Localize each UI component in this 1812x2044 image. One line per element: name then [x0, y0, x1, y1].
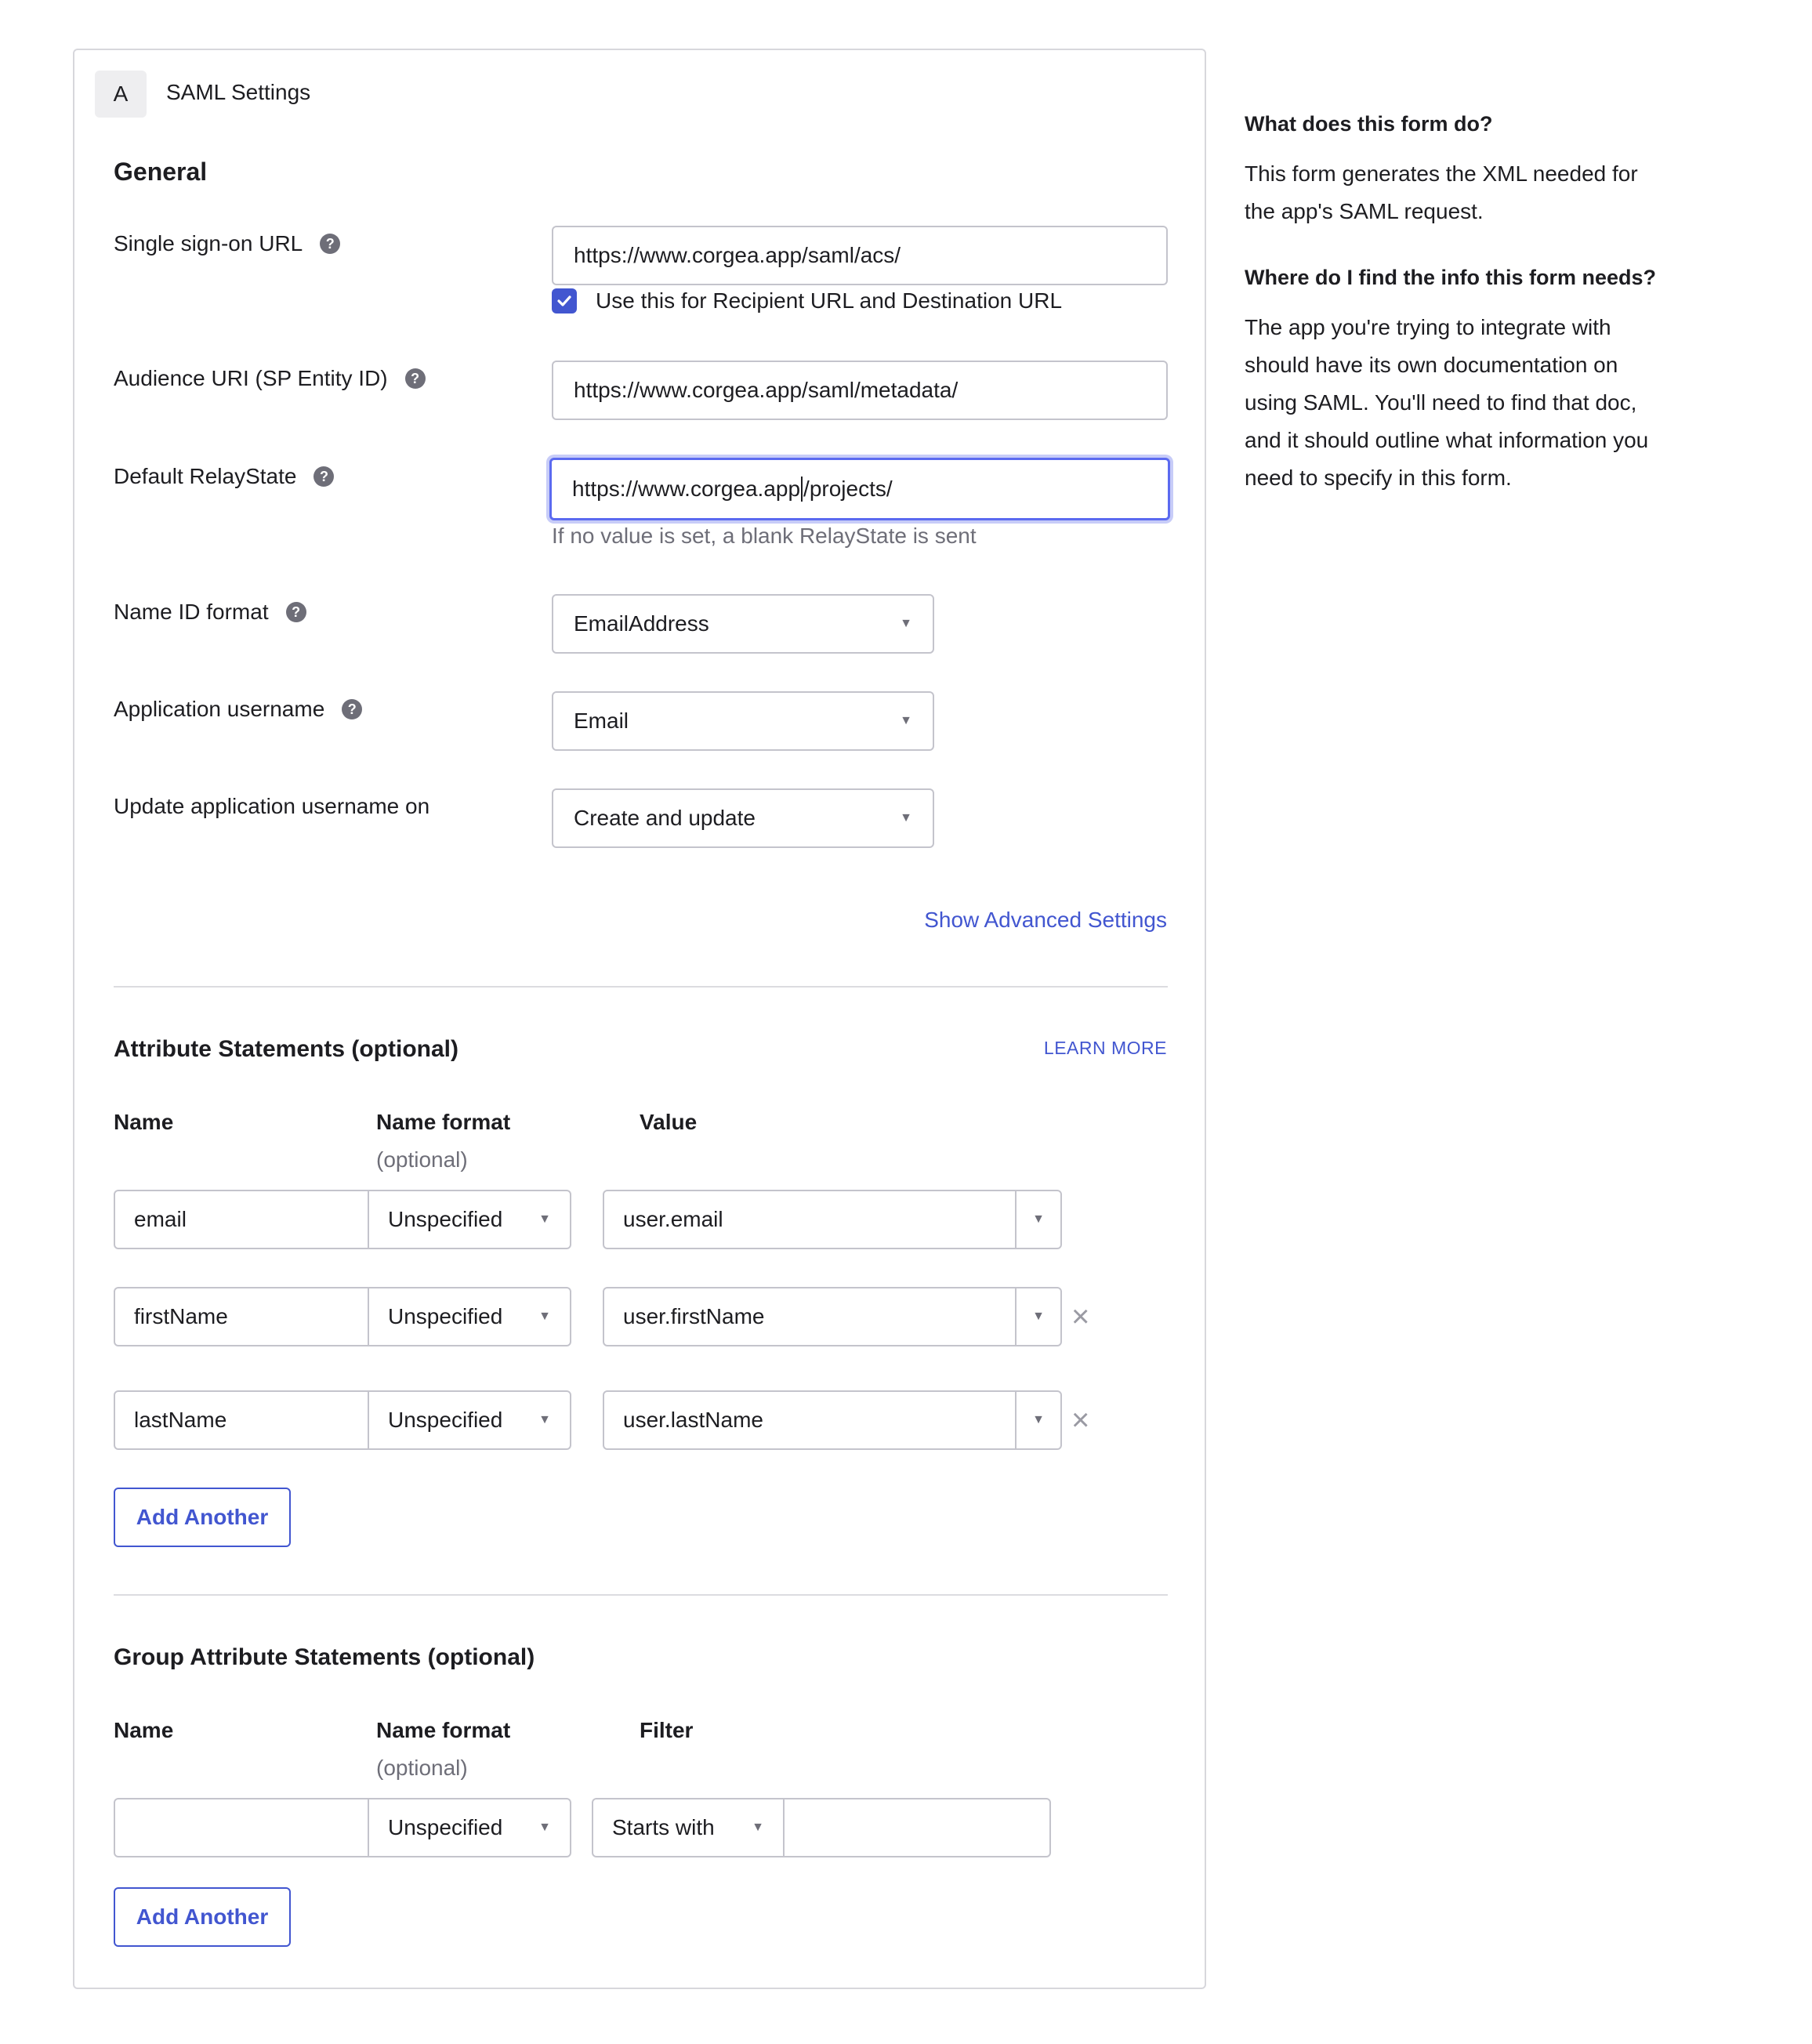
- recipient-checkbox-row[interactable]: [552, 288, 1062, 313]
- update-username-label: Update application username on: [114, 794, 430, 818]
- attribute-statements-title: Attribute Statements (optional): [114, 1036, 458, 1062]
- group-col-header-filter: Filter: [640, 1718, 694, 1742]
- chevron-down-icon: ▼: [900, 811, 912, 824]
- attribute-name-input[interactable]: email: [114, 1190, 369, 1249]
- chevron-down-icon: ▼: [1032, 1310, 1045, 1323]
- relay-state-label: Default RelayState ?: [114, 464, 334, 489]
- help-icon[interactable]: ?: [286, 602, 306, 622]
- attribute-value-input[interactable]: user.lastName: [623, 1408, 763, 1432]
- chevron-down-icon: ▼: [538, 1310, 551, 1323]
- relay-state-hint: If no value is set, a blank RelayState is sent: [552, 524, 977, 548]
- help-icon[interactable]: ?: [313, 466, 334, 487]
- attribute-name-input[interactable]: firstName: [114, 1287, 369, 1346]
- col-header-name: Name: [114, 1110, 174, 1134]
- group-format-select[interactable]: Unspecified ▼: [368, 1798, 571, 1857]
- help-icon[interactable]: ?: [405, 368, 426, 389]
- audience-uri-label: Audience URI (SP Entity ID) ?: [114, 366, 426, 391]
- chevron-down-icon: ▼: [900, 617, 912, 630]
- chevron-down-icon: ▼: [538, 1413, 551, 1426]
- attribute-value-combobox[interactable]: [603, 1390, 1062, 1450]
- text-caret: [801, 477, 803, 502]
- attribute-value-dropdown[interactable]: [1015, 1392, 1060, 1448]
- group-attribute-row: [114, 1798, 1132, 1857]
- divider: [114, 1594, 1168, 1596]
- group-col-header-name-format: Name format: [376, 1718, 511, 1742]
- attribute-row: [114, 1390, 1132, 1450]
- chevron-down-icon: ▼: [752, 1821, 764, 1834]
- saml-settings-panel: [73, 49, 1206, 1989]
- help-answer-1: This form generates the XML needed for the app's SAML request.: [1245, 161, 1638, 223]
- attribute-format-select[interactable]: Unspecified ▼: [368, 1287, 571, 1346]
- relay-state-input[interactable]: https://www.corgea.app /projects/: [549, 458, 1170, 520]
- attribute-value-input[interactable]: user.firstName: [623, 1304, 765, 1328]
- sso-url-label: Single sign-on URL ?: [114, 231, 340, 256]
- add-attribute-button[interactable]: Add Another: [114, 1488, 291, 1547]
- attribute-format-select[interactable]: Unspecified ▼: [368, 1190, 571, 1249]
- chevron-down-icon: ▼: [538, 1821, 551, 1834]
- app-username-select[interactable]: Email ▼: [552, 691, 934, 751]
- attribute-value-dropdown[interactable]: [1015, 1191, 1060, 1248]
- col-header-value: Value: [640, 1110, 698, 1134]
- attribute-format-select[interactable]: Unspecified ▼: [368, 1390, 571, 1450]
- learn-more-link[interactable]: LEARN MORE: [1043, 1038, 1167, 1058]
- group-col-header-optional: (optional): [376, 1756, 468, 1780]
- col-header-optional: (optional): [376, 1147, 468, 1172]
- audience-uri-input[interactable]: https://www.corgea.app/saml/metadata/: [552, 361, 1168, 420]
- group-filter-value-input[interactable]: [783, 1798, 1051, 1857]
- chevron-down-icon: ▼: [1032, 1413, 1045, 1426]
- help-question-2: Where do I find the info this form needs?: [1245, 266, 1656, 289]
- sso-url-input[interactable]: https://www.corgea.app/saml/acs/: [552, 226, 1168, 285]
- help-question-1: What does this form do?: [1245, 112, 1493, 136]
- col-header-name-format: Name format: [376, 1110, 511, 1134]
- recipient-checkbox[interactable]: [552, 288, 577, 313]
- group-filter-type-select[interactable]: Starts with ▼: [592, 1798, 785, 1857]
- remove-row-icon[interactable]: ×: [1071, 1299, 1090, 1334]
- remove-row-icon[interactable]: ×: [1071, 1403, 1090, 1437]
- name-id-format-label: Name ID format ?: [114, 600, 306, 625]
- group-col-header-name: Name: [114, 1718, 174, 1742]
- attribute-value-combobox[interactable]: [603, 1190, 1062, 1249]
- chevron-down-icon: ▼: [538, 1212, 551, 1226]
- section-title: SAML Settings: [166, 80, 311, 104]
- general-heading: General: [114, 158, 208, 186]
- attribute-value-input[interactable]: user.email: [623, 1207, 723, 1231]
- help-answer-2: The app you're trying to integrate with should have its own documentation on using SAML. You'll need to find that doc, and it should outline what information you need to specify in this form.: [1245, 315, 1649, 490]
- group-attribute-statements-title: Group Attribute Statements (optional): [114, 1644, 535, 1670]
- chevron-down-icon: ▼: [1032, 1212, 1045, 1226]
- step-badge: A: [95, 71, 147, 118]
- checkmark-icon: [556, 292, 573, 310]
- attribute-row: [114, 1287, 1132, 1346]
- show-advanced-settings-link[interactable]: Show Advanced Settings: [924, 908, 1167, 932]
- help-icon[interactable]: ?: [342, 699, 362, 719]
- attribute-name-input[interactable]: lastName: [114, 1390, 369, 1450]
- group-name-input[interactable]: [114, 1798, 369, 1857]
- update-username-select[interactable]: Create and update ▼: [552, 788, 934, 848]
- chevron-down-icon: ▼: [900, 714, 912, 727]
- add-group-attribute-button[interactable]: Add Another: [114, 1887, 291, 1947]
- recipient-checkbox-label: Use this for Recipient URL and Destination URL: [596, 288, 1063, 313]
- attribute-value-combobox[interactable]: [603, 1287, 1062, 1346]
- app-username-label: Application username ?: [114, 697, 362, 722]
- divider: [114, 986, 1168, 988]
- help-icon[interactable]: ?: [320, 234, 340, 254]
- attribute-value-dropdown[interactable]: [1015, 1288, 1060, 1345]
- attribute-row: [114, 1190, 1132, 1249]
- help-sidebar: [1245, 108, 1660, 497]
- name-id-format-select[interactable]: EmailAddress ▼: [552, 594, 934, 654]
